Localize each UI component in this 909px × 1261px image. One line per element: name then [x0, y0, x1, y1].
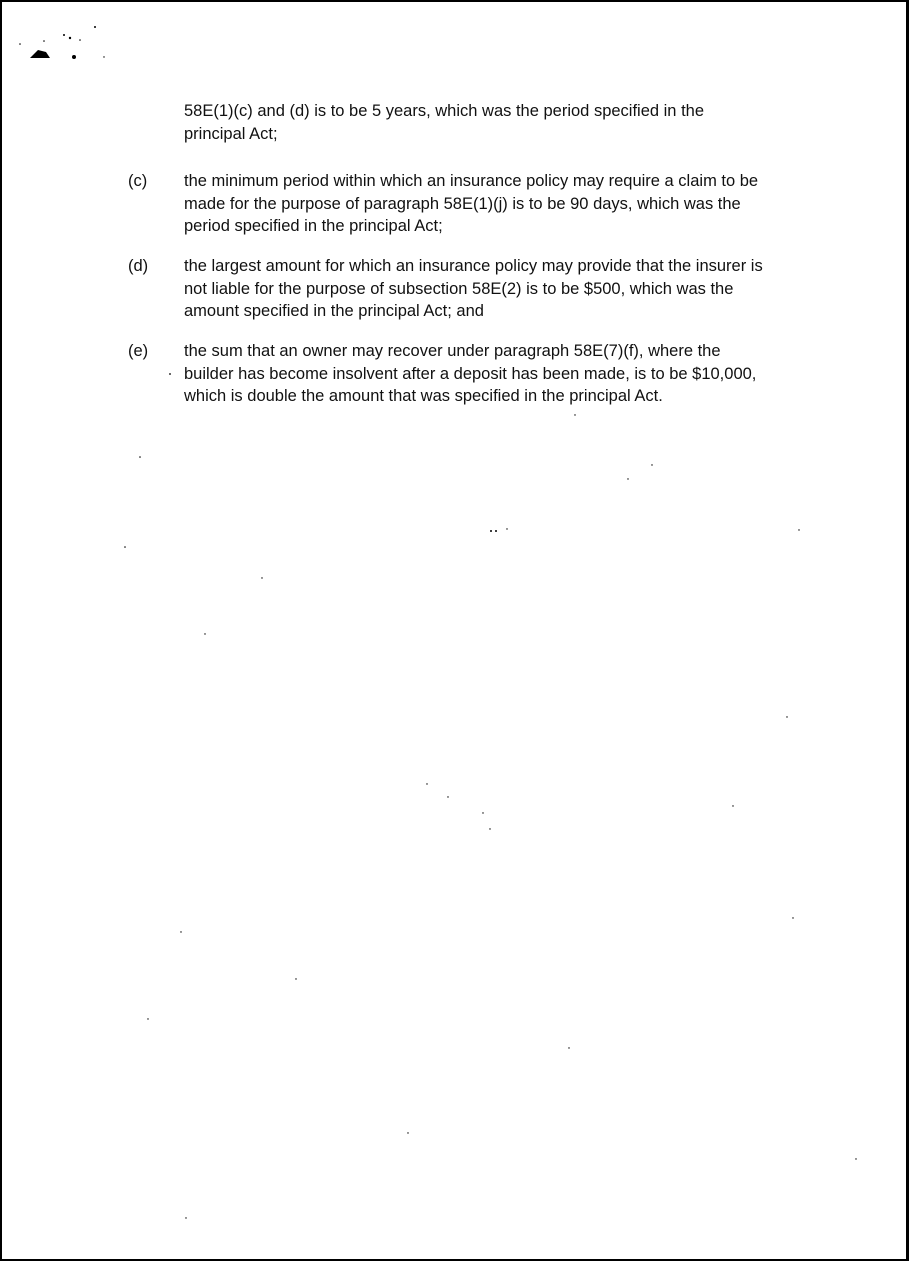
list-item-label: (e) [128, 342, 149, 360]
list-item-text: the sum that an owner may recover under paragraph 58E(7)(f), where the builder has become insolvent after a deposit has been made, is to be $10,000, which is double the amount that was specified in the principal Act. [184, 342, 757, 405]
list-item-label: (c) [128, 172, 148, 190]
list-item-label: (d) [128, 257, 149, 275]
list-item-text: the minimum period within which an insurance policy may require a claim to be made for the purpose of paragraph 58E(1)(j) is to be 90 days, which was the period specified in the principal Act; [184, 172, 759, 235]
continuation-paragraph: 58E(1)(c) and (d) is to be 5 years, which was the period specified in the principal Act; [184, 102, 705, 143]
list-item-text: the largest amount for which an insurance policy may provide that the insurer is not liable for the purpose of subsection 58E(2) is to be $500, which was the amount specified in the principal Act; and [184, 257, 763, 320]
scan-blot [30, 50, 50, 58]
